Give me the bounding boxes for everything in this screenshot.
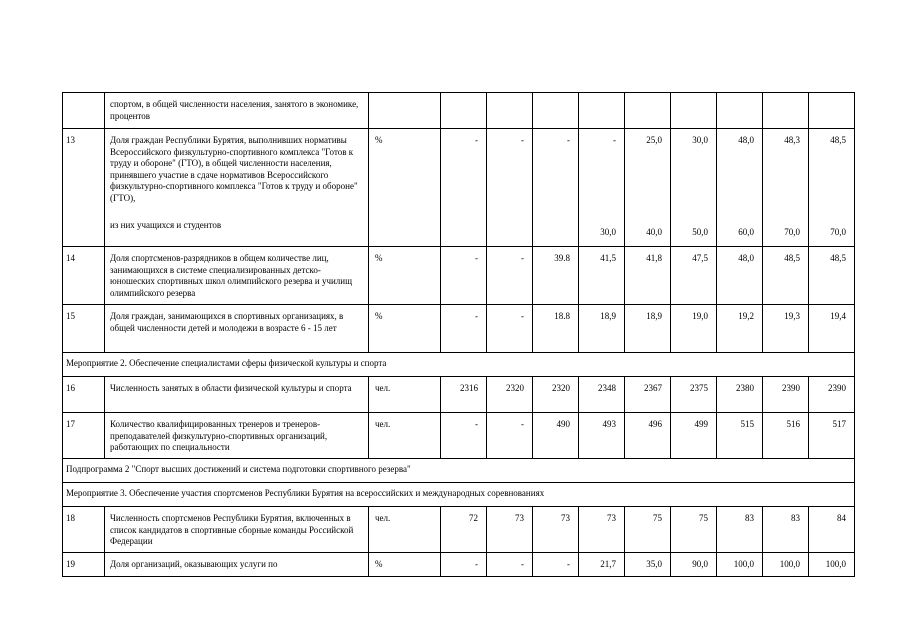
value-text: 47,5: [692, 253, 708, 263]
indicator-name: [105, 553, 369, 577]
value-cell: [487, 413, 533, 459]
value-text: 2320: [552, 383, 570, 393]
value-text: 90,0: [692, 559, 708, 569]
value-cell: [579, 413, 625, 459]
value-cell: [763, 305, 809, 353]
value-cell: [533, 413, 579, 459]
value-cell: [533, 553, 579, 577]
value-cell: [441, 129, 487, 247]
section-row: [63, 483, 855, 507]
value-cell: [579, 553, 625, 577]
unit-cell: чел.: [369, 507, 441, 553]
value-cell: [533, 129, 579, 247]
value-cell: [625, 377, 671, 413]
value-cell: [579, 305, 625, 353]
value-text: -: [475, 419, 478, 429]
value-text: 41,5: [600, 253, 616, 263]
indicator-name: [105, 413, 369, 459]
unit-cell: %: [369, 129, 441, 247]
value-text: 72: [469, 513, 478, 523]
value-cell: [625, 305, 671, 353]
value-text: 18,9: [646, 311, 662, 321]
value-text: 48,3: [784, 135, 800, 145]
indicator-name: [105, 507, 369, 553]
sub-value-text: 50,0: [692, 226, 708, 237]
value-cell: [809, 377, 855, 413]
value-text: 18.8: [554, 311, 570, 321]
value-text: 48,0: [738, 135, 754, 145]
value-text: 100,0: [733, 559, 754, 569]
value-text: -: [613, 135, 616, 145]
unit-cell: [369, 93, 441, 129]
value-text: 48,5: [830, 253, 846, 263]
value-cell: [487, 377, 533, 413]
value-cell: [717, 305, 763, 353]
row-number: 16: [63, 377, 105, 413]
value-cell: [717, 247, 763, 305]
value-cell: [441, 553, 487, 577]
unit-cell: %: [369, 553, 441, 577]
document-page: [62, 92, 854, 577]
table-row: [63, 553, 855, 577]
unit-cell: чел.: [369, 413, 441, 459]
sub-value-text: 60,0: [738, 226, 754, 237]
value-cell: [579, 377, 625, 413]
value-cell: [533, 377, 579, 413]
unit-cell: %: [369, 305, 441, 353]
value-text: 2316: [460, 383, 478, 393]
indicator-name: [105, 247, 369, 305]
row-number: 17: [63, 413, 105, 459]
table-row: [63, 247, 855, 305]
value-cell: [579, 93, 625, 129]
indicator-name-text: спортом, в общей численности населения, занятого в экономике, процентов: [110, 99, 359, 121]
value-text: -: [521, 419, 524, 429]
value-text: 75: [653, 513, 662, 523]
value-text: 83: [745, 513, 754, 523]
value-cell: [717, 553, 763, 577]
value-cell: [441, 377, 487, 413]
table-row: [63, 305, 855, 353]
sub-value-text: 30,0: [600, 226, 616, 237]
value-cell: [625, 507, 671, 553]
value-text: -: [475, 559, 478, 569]
value-cell: [533, 305, 579, 353]
indicator-name-text: Доля граждан, занимающихся в спортивных организациях, в общей численности детей и молодежи в возрасте 6 - 15 лет: [110, 311, 344, 333]
value-cell: [533, 93, 579, 129]
value-cell: [487, 93, 533, 129]
value-cell: [441, 305, 487, 353]
section-title: Мероприятие 2. Обеспечение специалистами сферы физической культуры и спорта: [63, 353, 855, 377]
value-cell: [671, 377, 717, 413]
indicators-table: [62, 92, 855, 577]
value-text: 19,3: [784, 311, 800, 321]
value-cell: [671, 247, 717, 305]
table-row: [63, 507, 855, 553]
value-cell: [763, 247, 809, 305]
value-cell: [533, 247, 579, 305]
value-text: 25,0: [646, 135, 662, 145]
value-cell: [717, 413, 763, 459]
value-text: 516: [786, 419, 800, 429]
value-text: 18,9: [600, 311, 616, 321]
row-number: 14: [63, 247, 105, 305]
value-cell: [717, 377, 763, 413]
section-title: Подпрограмма 2 "Спорт высших достижений и система подготовки спортивного резерва": [63, 459, 855, 483]
value-text: 100,0: [779, 559, 800, 569]
value-cell: [809, 507, 855, 553]
indicator-name: [105, 93, 369, 129]
row-number: [63, 93, 105, 129]
value-cell: [809, 247, 855, 305]
row-number: 13: [63, 129, 105, 247]
section-row: [63, 353, 855, 377]
value-cell: [671, 129, 717, 247]
value-cell: [671, 413, 717, 459]
value-text: 499: [694, 419, 708, 429]
table-row: [63, 377, 855, 413]
indicator-name-text: Доля граждан Республики Бурятия, выполнивших нормативы Всероссийского физкультурно-спортивного комплекса "Готов к труду и обороне" (ГТО), в общей численности населения, принявшего участие в сдаче нормативов Всероссийского физкультурно-спортивного комплекса "Готов к труду и обороне" (ГТО),: [110, 135, 358, 203]
value-text: -: [475, 253, 478, 263]
value-text: 496: [648, 419, 662, 429]
value-text: 30,0: [692, 135, 708, 145]
section-row: [63, 459, 855, 483]
table-row: [63, 93, 855, 129]
value-text: -: [521, 135, 524, 145]
row-number: 19: [63, 553, 105, 577]
value-cell: [579, 507, 625, 553]
value-cell: [717, 129, 763, 247]
value-cell: [809, 93, 855, 129]
value-cell: [625, 93, 671, 129]
sub-value-text: 70,0: [784, 226, 800, 237]
indicator-name-text: Численность занятых в области физической культуры и спорта: [110, 383, 352, 393]
value-cell: [533, 507, 579, 553]
value-text: 2390: [782, 383, 800, 393]
value-cell: [441, 93, 487, 129]
value-text: -: [567, 135, 570, 145]
value-text: 515: [740, 419, 754, 429]
indicator-name-text: Численность спортсменов Республики Бурятия, включенных в список кандидатов в спортивные сборные команды Российской Федерации: [110, 513, 354, 546]
value-text: 2380: [736, 383, 754, 393]
indicator-name-text: Доля организаций, оказывающих услуги по: [110, 559, 278, 569]
value-text: 48,5: [784, 253, 800, 263]
indicator-name: [105, 377, 369, 413]
value-cell: [487, 247, 533, 305]
value-cell: [579, 247, 625, 305]
value-text: -: [567, 559, 570, 569]
value-text: 35,0: [646, 559, 662, 569]
value-cell: [441, 413, 487, 459]
value-cell: [487, 553, 533, 577]
value-text: -: [521, 253, 524, 263]
indicator-name: [105, 305, 369, 353]
value-text: 48,0: [738, 253, 754, 263]
unit-cell: чел.: [369, 377, 441, 413]
value-text: 19,4: [830, 311, 846, 321]
row-number: 15: [63, 305, 105, 353]
value-cell: [671, 305, 717, 353]
value-cell: [671, 553, 717, 577]
value-cell: [441, 247, 487, 305]
value-text: 2367: [644, 383, 662, 393]
indicator-name-text: Количество квалифицированных тренеров и тренеров-преподавателей физкультурно-спортивных организаций, работающих по специальности: [110, 419, 328, 452]
value-cell: [763, 93, 809, 129]
value-cell: [441, 507, 487, 553]
value-cell: [763, 129, 809, 247]
value-cell: [809, 129, 855, 247]
value-text: 39.8: [554, 253, 570, 263]
value-cell: [809, 553, 855, 577]
value-text: 73: [561, 513, 570, 523]
value-cell: [717, 507, 763, 553]
value-text: 2390: [828, 383, 846, 393]
value-cell: [625, 129, 671, 247]
value-text: 2348: [598, 383, 616, 393]
value-cell: [487, 507, 533, 553]
value-cell: [625, 413, 671, 459]
indicator-name-text: Доля спортсменов-разрядников в общем количестве лиц, занимающихся в системе специализированных детско-юношеских спортивных школ олимпийского резерва и училищ олимпийского резерва: [110, 253, 353, 298]
value-text: 493: [602, 419, 616, 429]
value-text: 490: [556, 419, 570, 429]
value-text: 2375: [690, 383, 708, 393]
value-text: -: [475, 135, 478, 145]
table-row: [63, 129, 855, 247]
value-text: 100,0: [825, 559, 846, 569]
value-text: 19,0: [692, 311, 708, 321]
value-cell: [809, 413, 855, 459]
value-text: 517: [832, 419, 846, 429]
table-row: [63, 413, 855, 459]
sub-value-text: 70,0: [830, 226, 846, 237]
row-number: 18: [63, 507, 105, 553]
value-text: 2320: [506, 383, 524, 393]
value-text: 21,7: [600, 559, 616, 569]
indicator-name: [105, 129, 369, 247]
value-cell: [487, 305, 533, 353]
value-text: -: [475, 311, 478, 321]
value-cell: [763, 507, 809, 553]
value-cell: [625, 247, 671, 305]
value-cell: [763, 413, 809, 459]
value-cell: [487, 129, 533, 247]
indicator-subname-text: из них учащихся и студентов: [110, 220, 222, 230]
value-cell: [671, 93, 717, 129]
value-text: 73: [607, 513, 616, 523]
unit-cell: %: [369, 247, 441, 305]
value-cell: [717, 93, 763, 129]
value-text: 83: [791, 513, 800, 523]
value-text: -: [521, 559, 524, 569]
value-text: 84: [837, 513, 846, 523]
value-text: 75: [699, 513, 708, 523]
value-text: 48,5: [830, 135, 846, 145]
value-cell: [625, 553, 671, 577]
section-title: Мероприятие 3. Обеспечение участия спортсменов Республики Бурятия на всероссийских и международных соревнованиях: [63, 483, 855, 507]
sub-value-text: 40,0: [646, 226, 662, 237]
value-cell: [809, 305, 855, 353]
value-text: 73: [515, 513, 524, 523]
value-text: -: [521, 311, 524, 321]
value-cell: [763, 553, 809, 577]
value-cell: [671, 507, 717, 553]
value-text: 19,2: [738, 311, 754, 321]
value-cell: [579, 129, 625, 247]
value-cell: [763, 377, 809, 413]
value-text: 41,8: [646, 253, 662, 263]
